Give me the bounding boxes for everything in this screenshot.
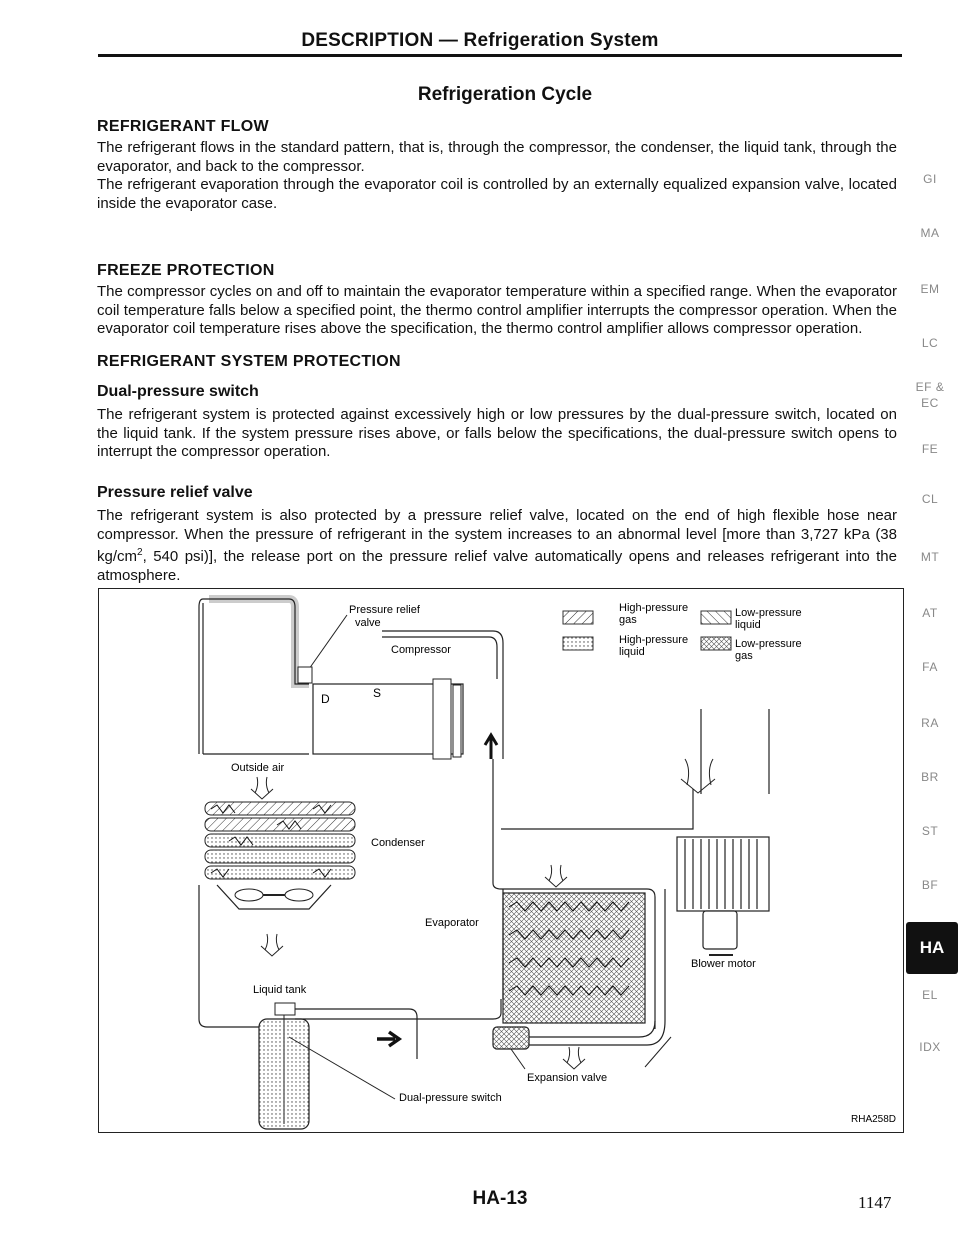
pressure-relief-valve-text (97, 507, 897, 585)
page-number: HA-13 (472, 1188, 528, 1209)
expansion-valve-body (493, 1027, 529, 1049)
subheading-pressure-relief-valve: Pressure relief valve (97, 484, 253, 501)
compressor-pulley (453, 685, 461, 757)
label-discharge: D (321, 692, 330, 706)
condenser-tube-2 (205, 818, 355, 831)
tab-lc[interactable]: LC (921, 336, 939, 350)
condenser (205, 802, 355, 879)
refrigerant-flow-text (97, 139, 897, 213)
evaporator-core (503, 893, 645, 1023)
tab-ma[interactable]: MA (920, 226, 940, 240)
tab-ra[interactable]: RA (921, 716, 939, 730)
condenser-shroud (217, 885, 331, 909)
legend-swatch-lp-liquid (701, 611, 731, 624)
legend (563, 602, 802, 662)
figure-code: RHA258D (851, 1114, 897, 1125)
relief-text-part-b: , 540 psi)], the release port on the pressure relief valve automatically opens and releases refrigerant into the atmosphere. (97, 548, 897, 584)
section-heading-system-protection: REFRIGERANT SYSTEM PROTECTION (97, 353, 401, 370)
legend-swatch-hp-gas (563, 611, 593, 624)
legend-lp-liquid-label-b: liquid (735, 619, 761, 631)
tab-at[interactable]: AT (922, 606, 938, 620)
relief-valve-leader (309, 615, 347, 669)
pressure-relief-valve (298, 667, 312, 683)
airflow-icon-fan (261, 934, 283, 956)
legend-lp-gas-label-b: gas (735, 650, 753, 662)
condenser-tube-1 (205, 802, 355, 815)
section-index-tabs (900, 0, 960, 1242)
label-liquid-tank: Liquid tank (253, 984, 307, 996)
legend-swatch-hp-liquid (563, 637, 593, 650)
refrigeration-cycle-figure (98, 588, 904, 1133)
label-blower-motor: Blower motor (691, 958, 756, 970)
dual-pressure-switch-paragraph: The refrigerant system is protected against excessively high or low pressures by the dual-pressure switch, located on the liquid tank. If the system pressure rises above, or falls below the specifications, the dual-pressure switch opens to interrupt the compressor operation. (97, 406, 897, 460)
label-condenser: Condenser (371, 837, 425, 849)
tab-bf[interactable]: BF (921, 878, 939, 892)
legend-lp-liquid-label-a: Low-pressure (735, 607, 802, 619)
compressor-clutch (433, 679, 451, 759)
refrigerant-flow-paragraph-1: The refrigerant flows in the standard pattern, that is, through the compressor, the condenser, the liquid tank, through the evaporator, and back to the compressor. (97, 139, 897, 175)
relief-superscript: 2 (137, 547, 143, 558)
refrigerant-flow-paragraph-2: The refrigerant evaporation through the evaporator coil is controlled by an externally equalized expansion valve, located inside the evaporator case. (97, 176, 897, 212)
label-evaporator: Evaporator (425, 917, 479, 929)
airflow-icon-evaporator-out (563, 1047, 585, 1069)
label-compressor: Compressor (391, 644, 451, 656)
pressure-relief-valve-paragraph (97, 507, 897, 585)
label-outside-air: Outside air (231, 762, 285, 774)
tab-ef[interactable]: EF & (915, 380, 945, 394)
discharge-line-left (199, 599, 209, 754)
tab-el[interactable]: EL (922, 988, 938, 1002)
page-header-title: DESCRIPTION — Refrigeration System (301, 30, 659, 51)
label-pressure-relief-valve: valve (355, 617, 381, 629)
blower-duct-line (501, 789, 693, 829)
tab-gi[interactable]: GI (923, 172, 937, 186)
airflow-icon-evaporator-in (545, 865, 567, 887)
freeze-protection-paragraph: The compressor cycles on and off to maintain the evaporator temperature within a specified range. When the evaporator coil temperature falls below a specified point, the thermo control amplifier interrupts the compressor operation. When the evaporator coil temperature rises above the specification, the thermo control amplifier allows compressor operation. (97, 283, 897, 337)
condenser-tube-5 (205, 866, 355, 879)
tab-cl[interactable]: CL (921, 492, 939, 506)
discharge-hose (209, 599, 309, 684)
freeze-protection-text (97, 283, 897, 339)
section-heading-refrigerant-flow: REFRIGERANT FLOW (97, 118, 269, 135)
label-dual-pressure-switch: Dual-pressure switch (399, 1092, 502, 1104)
tab-ec[interactable]: EC (921, 396, 939, 410)
airflow-icon-blower (681, 759, 715, 793)
fan-blade-left (235, 889, 263, 901)
print-page-number: 1147 (858, 1193, 892, 1212)
page-subtitle: Refrigeration Cycle (417, 84, 593, 105)
legend-swatch-lp-gas (701, 637, 731, 650)
blower-fan (677, 837, 769, 911)
blower-motor (703, 911, 737, 949)
legend-lp-gas-label-a: Low-pressure (735, 638, 802, 650)
tab-fa[interactable]: FA (922, 660, 938, 674)
tab-st[interactable]: ST (921, 824, 939, 838)
relief-text-part-a: The refrigerant system is also protected by a pressure relief valve, located on the end of high flexible hose near compressor. When the pressure of refrigerant in the system increases to an abnormal level [more than 3,727 kPa (38 kg/cm (97, 507, 897, 565)
subheading-dual-pressure-switch: Dual-pressure switch (97, 383, 259, 400)
fan-blade-right (285, 889, 313, 901)
condenser-to-tank-line (199, 885, 259, 1027)
condenser-tube-3 (205, 834, 355, 847)
airflow-icon-outside (251, 777, 273, 799)
tab-idx[interactable]: IDX (919, 1040, 941, 1054)
blower-housing-walls (701, 709, 769, 794)
flow-arrow-up (485, 735, 497, 759)
legend-hp-gas-label-b: gas (619, 614, 637, 626)
dual-pressure-switch-text (97, 406, 897, 462)
legend-hp-gas-label-a: High-pressure (619, 602, 689, 614)
tab-em[interactable]: EM (920, 282, 940, 296)
tab-fe[interactable]: FE (921, 442, 939, 456)
label-expansion-valve: Expansion valve (527, 1072, 608, 1084)
tab-mt[interactable]: MT (920, 550, 940, 564)
label-suction: S (373, 686, 382, 700)
section-heading-freeze-protection: FREEZE PROTECTION (97, 262, 275, 279)
tab-br[interactable]: BR (921, 770, 939, 784)
expansion-valve-leader (511, 1049, 525, 1069)
legend-hp-liquid-label-b: liquid (619, 646, 645, 658)
dual-pressure-switch (275, 1003, 295, 1015)
refrigeration-cycle-diagram (99, 589, 902, 1131)
label-pressure-relief: Pressure relief (349, 604, 420, 616)
condenser-tube-4 (205, 850, 355, 863)
legend-hp-liquid-label-a: High-pressure (619, 634, 689, 646)
tab-ha-active[interactable]: HA (906, 922, 958, 974)
flow-arrow-right (377, 1032, 399, 1046)
header-rule (98, 54, 902, 57)
